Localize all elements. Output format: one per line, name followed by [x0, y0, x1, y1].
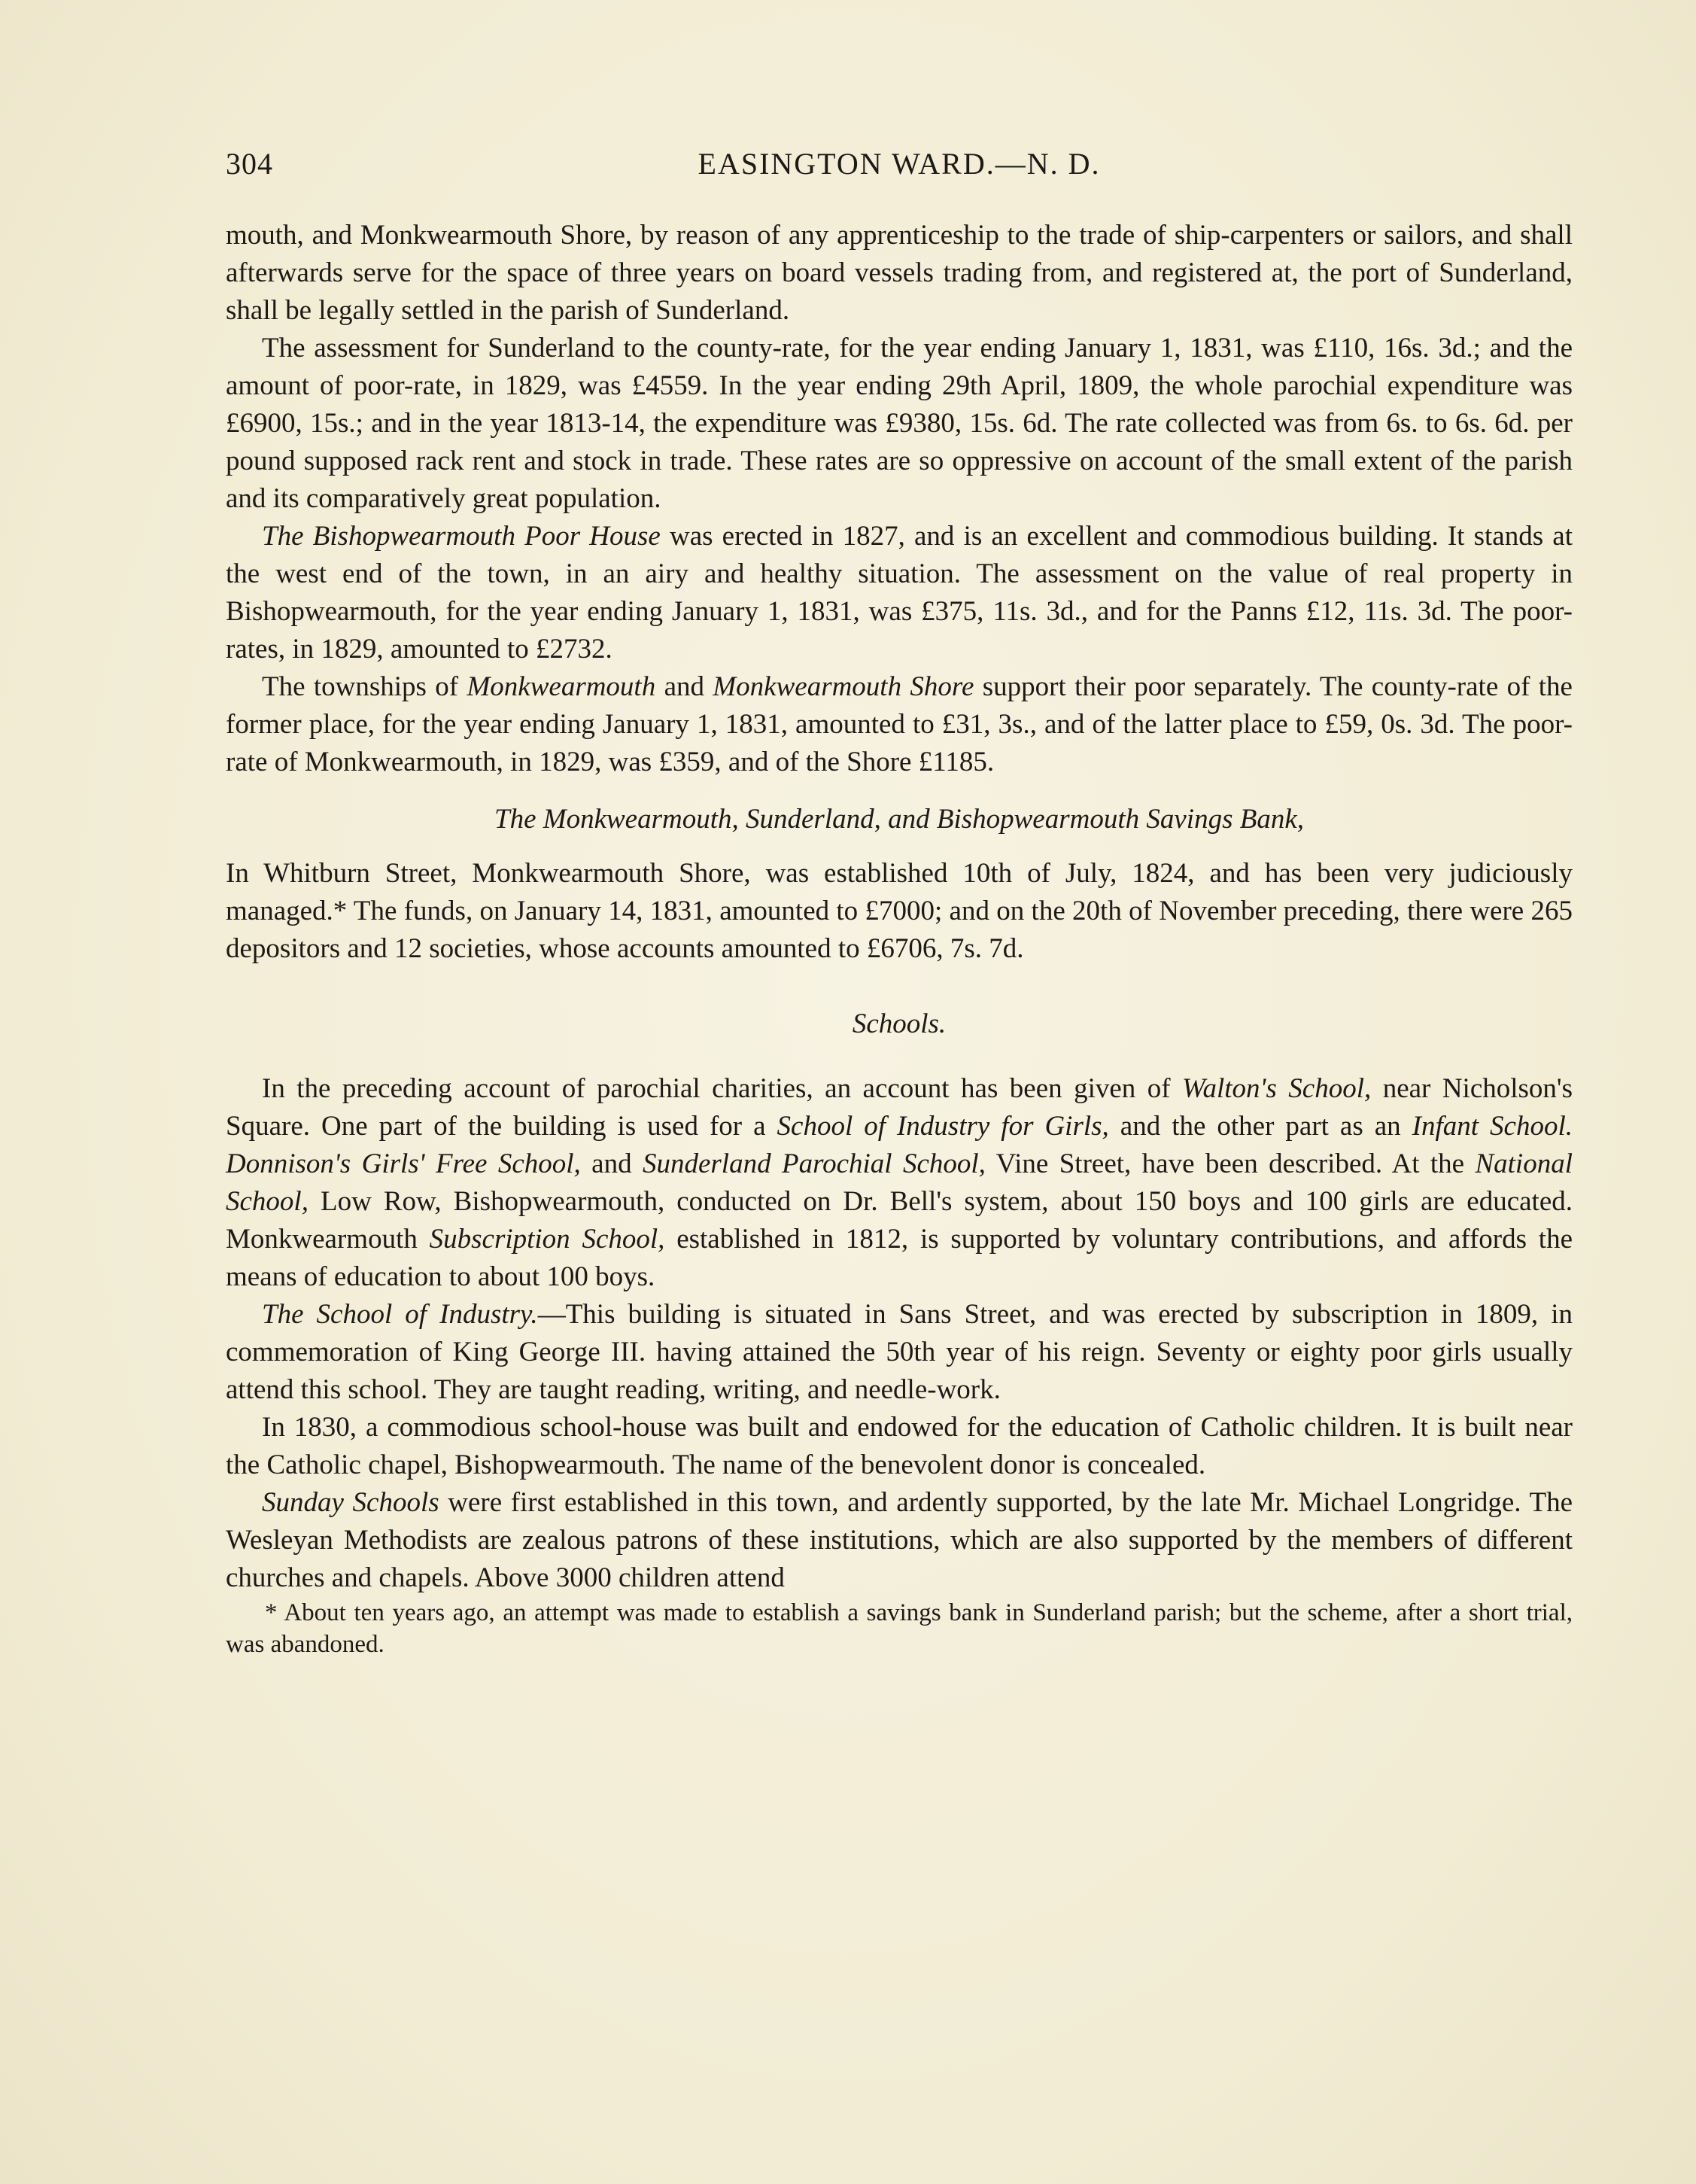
paragraph-schools	[226, 1070, 1573, 1296]
townships-text-1: The townships of	[262, 671, 467, 702]
running-head: EASINGTON WARD.—N. D.	[698, 147, 1101, 181]
schools-text-4: and	[580, 1148, 643, 1179]
townships-text-2: and	[655, 671, 713, 702]
sunday-schools-title: Sunday Schools	[262, 1487, 439, 1518]
paragraph-townships	[226, 668, 1573, 781]
paragraph-catholic-school: In 1830, a commodious school-house was built and endowed for the education of Catholic children. It is built near the Catholic chapel, Bishopwearmouth. The name of the benevolent donor is concealed.	[226, 1412, 1573, 1480]
poor-house-text: was erected in 1827, and is an excellent and commodious building. It stands at the west end of the town, in an airy and healthy situation. The assessment on the value of real property in Bishopwearmouth, for the year ending January 1, 1831, was £375, 11s. 3d., and for the Panns £12, 11s. 3d. The poor-rates, in 1829, amounted to £2732.	[226, 521, 1573, 665]
poor-house-title: The Bishopwearmouth Poor House	[262, 521, 661, 552]
schools-heading: Schools.	[852, 1008, 947, 1039]
paragraph-savings-bank: In Whitburn Street, Monkwearmouth Shore, was established 10th of July, 1824, and has been very judiciously managed.* The funds, on January 14, 1831, amounted to £7000; and on the 20th of November preceding, there were 265 depositors and 12 societies, whose accounts amounted to £6706, 7s. 7d.	[226, 858, 1573, 964]
paragraph-school-of-industry	[226, 1296, 1573, 1409]
footnote: * About ten years ago, an attempt was made to establish a savings bank in Sunderland parish; but the scheme, after a short trial, was abandoned.	[226, 1599, 1573, 1658]
schools-italic-4: Sunderland Parochial School,	[642, 1148, 986, 1179]
schools-text-3: and the other part as an	[1108, 1111, 1412, 1142]
schools-italic-6: Subscription School,	[429, 1224, 665, 1255]
paragraph-sunday-schools	[226, 1484, 1573, 1597]
schools-italic-1: Walton's School,	[1182, 1073, 1372, 1104]
paragraph-assessment: The assessment for Sunderland to the county-rate, for the year ending January 1, 1831, was £110, 16s. 3d.; and the amount of poor-rate, in 1829, was £4559. In the year ending 29th April, 1809, the whole parochial expenditure was £6900, 15s.; and in the year 1813-14, the expenditure was £9380, 15s. 6d. The rate collected was from 6s. to 6s. 6d. per pound supposed rack rent and stock in trade. These rates are so oppressive on account of the small extent of the parish and its comparatively great population.	[226, 333, 1573, 514]
schools-text-6: Low Row, Bishopwearmouth, conducted on Dr. Bell's system, about 150 boys and 100 girls are educated. Monkwearmouth	[226, 1186, 1573, 1255]
page-body	[226, 217, 1573, 1660]
savings-bank-heading: The Monkwearmouth, Sunderland, and Bishopwearmouth Savings Bank,	[494, 804, 1304, 835]
page-header	[226, 143, 1573, 185]
paragraph-poor-house	[226, 518, 1573, 668]
schools-italic-3: Infant School. Donnison's Girls' Free School,	[226, 1111, 1573, 1179]
townships-text-3: support their poor separately. The county-rate of the former place, for the year ending January 1, 1831, amounted to £31, 3s., and of the latter place to £59, 0s. 3d. The poor-rate of Monkwearmouth, in 1829, was £359, and of the Shore £1185.	[226, 671, 1573, 777]
paragraph-settlement: mouth, and Monkwearmouth Shore, by reason of any apprenticeship to the trade of ship-carpenters or sailors, and shall afterwards serve for the space of three years on board vessels trading from, and registered at, the port of Sunderland, shall be legally settled in the parish of Sunderland.	[226, 220, 1573, 326]
schools-italic-2: School of Industry for Girls,	[777, 1111, 1109, 1142]
townships-italic-1: Monkwearmouth	[467, 671, 656, 702]
townships-italic-2: Monkwearmouth Shore	[713, 671, 974, 702]
section-gap	[226, 968, 1573, 1005]
page-number: 304	[226, 147, 273, 181]
schools-italic-5: National School,	[226, 1148, 1573, 1217]
schools-text-1: In the preceding account of parochial charities, an account has been given of	[262, 1073, 1183, 1104]
schools-text-7: established in 1812, is supported by voluntary contributions, and affords the means of education to about 100 boys.	[226, 1224, 1573, 1292]
schools-text-5: Vine Street, have been described. At the	[985, 1148, 1476, 1179]
school-of-industry-text: —This building is situated in Sans Street, and was erected by subscription in 1809, in commemoration of King George III. having attained the 50th year of his reign. Seventy or eighty poor girls usually attend this school. They are taught reading, writing, and needle-work.	[226, 1299, 1573, 1405]
schools-text-2: near Nicholson's Square. One part of the building is used for a	[226, 1073, 1573, 1142]
sunday-schools-text: were first established in this town, and ardently supported, by the late Mr. Michael Longridge. The Wesleyan Methodists are zealous patrons of these institutions, which are also supported by the members of different churches and chapels. Above 3000 children attend	[226, 1487, 1573, 1593]
school-of-industry-title: The School of Industry.	[262, 1299, 538, 1330]
